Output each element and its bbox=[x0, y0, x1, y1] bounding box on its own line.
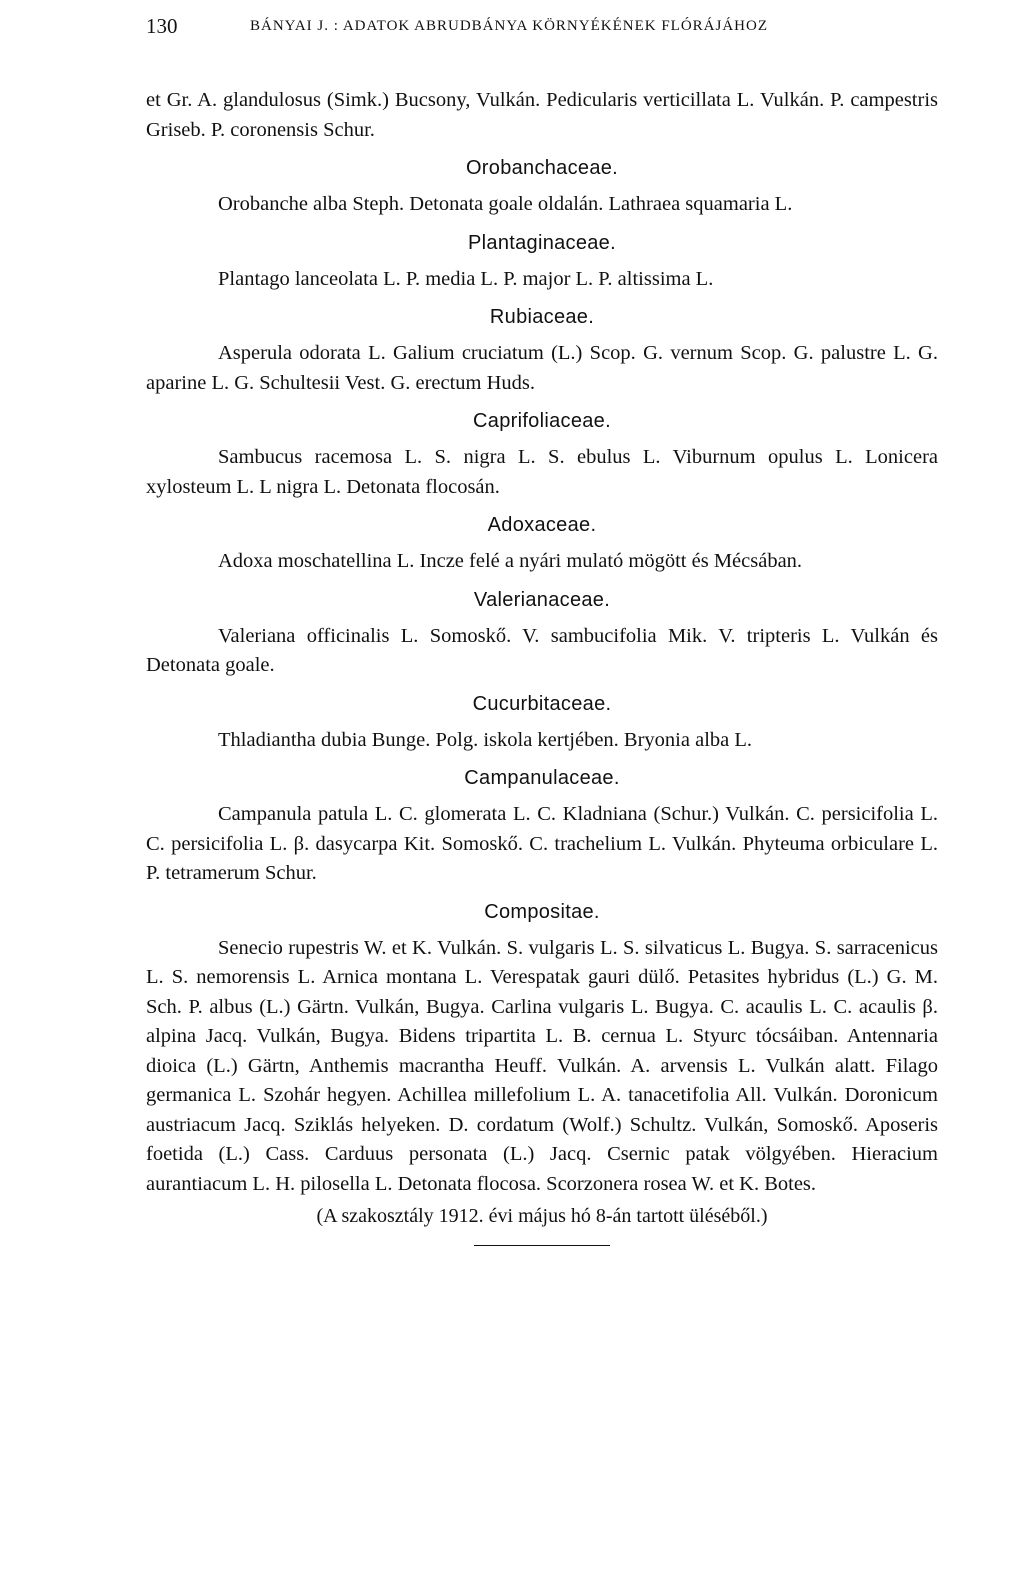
family-heading-valerianaceae: Valerianaceae. bbox=[473, 588, 611, 611]
paragraph-campanulaceae bbox=[146, 800, 938, 889]
family-heading-rubiaceae: Rubiaceae. bbox=[489, 306, 595, 328]
family-heading-caprifoliaceae: Caprifoliaceae. bbox=[473, 410, 611, 432]
family-heading-cucurbitaceae: Cucurbitaceae. bbox=[472, 692, 612, 715]
paragraph-text: Orobanche alba Steph. Detonata goale oldalán. Lathraea squamaria L. bbox=[218, 193, 793, 215]
paragraph-text: Senecio rupestris W. et K. Vulkán. S. vulgaris L. S. silvaticus L. Bugya. S. sarracenicus L. S. nemorensis L. Arnica montana L. Verespatak gauri dülő. Petasites hybridus (L.) G. M. Sch. P. albus (L.) Gärtn. Vulkán, Bugya. Carlina vulgaris L. Bugya. C. acaulis L. C. acaulis β. alpina Jacq. Vulkán, Bugya. Bidens tripartita L. B. cernua L. Styurc tócsáiban. Antennaria dioica (L.) Gärtn, Anthemis macrantha Heuff. Vulkán. A. arvensis L. Vulkán alatt. Filago germanica L. Szohár hegyen. Achillea millefolium L. A. tanacetifolia All. Vulkán. Doronicum austriacum Jacq. Sziklás helyeken. D. cordatum (Wolf.) Schultz. Vulkán, Somoskő. Aposeris foetida (L.) Cass. Carduus personata (L.) Jacq. Csernic patak völgyében. Hieracium aurantiacum L. H. pilosella L. Detonata flocosa. Scorzonera rosea W. et K. Botes. bbox=[146, 936, 938, 1195]
paragraph-text: Sambucus racemosa L. S. nigra L. S. ebulus L. Viburnum opulus L. Lonicera xylosteum L. L nigra L. Detonata flocosán. bbox=[146, 446, 938, 498]
family-heading-campanulaceae: Campanulaceae. bbox=[464, 767, 620, 789]
paragraph-text: Thladiantha dubia Bunge. Polg. iskola kertjében. Bryonia alba L. bbox=[218, 728, 753, 751]
paragraph-valerianaceae bbox=[146, 622, 938, 681]
paragraph-text: Valeriana officinalis L. Somoskő. V. sambucifolia Mik. V. tripteris L. Vulkán és Detonata goale. bbox=[146, 624, 938, 676]
paragraph-rubiaceae bbox=[146, 339, 938, 398]
paragraph-continuation bbox=[146, 86, 938, 145]
paragraph-text: Plantago lanceolata L. P. media L. P. major L. P. altissima L. bbox=[218, 267, 714, 290]
closing-note: (A szakosztály 1912. évi május hó 8-án tartott üléséből.) bbox=[316, 1205, 768, 1227]
family-heading-plantaginaceae: Plantaginaceae. bbox=[468, 231, 616, 254]
paragraph-plantaginaceae bbox=[146, 265, 938, 295]
end-rule bbox=[474, 1245, 610, 1246]
page-number: 130 bbox=[146, 14, 178, 38]
paragraph-cucurbitaceae bbox=[146, 726, 938, 756]
paragraph-compositae bbox=[146, 934, 938, 1200]
paragraph-text: Asperula odorata L. Galium cruciatum (L.) Scop. G. vernum Scop. G. palustre L. G. aparine L. G. Schultesii Vest. G. erectum Huds. bbox=[146, 342, 938, 394]
paragraph-text: Adoxa moschatellina L. Incze felé a nyári mulató mögött és Mécsában. bbox=[218, 550, 803, 572]
running-title: BÁNYAI J. : ADATOK ABRUDBÁNYA KÖRNYÉKÉNEK FLÓRÁJÁHOZ bbox=[250, 18, 769, 34]
family-heading-compositae: Compositae. bbox=[484, 900, 600, 923]
paragraph-orobanchaceae bbox=[146, 190, 938, 220]
page-body bbox=[146, 86, 938, 1246]
paragraph-text: Campanula patula L. C. glomerata L. C. Kladniana (Schur.) Vulkán. C. persicifolia L. C. persicifolia L. β. dasycarpa Kit. Somoskő. C. trachelium L. Vulkán. Phyteuma orbiculare L. P. tetramerum Schur. bbox=[146, 803, 938, 884]
paragraph-adoxaceae bbox=[146, 547, 938, 577]
paragraph-caprifoliaceae bbox=[146, 443, 938, 502]
paragraph-text: et Gr. A. glandulosus (Simk.) Bucsony, Vulkán. Pedicularis verticillata L. Vulkán. P. campestris Griseb. P. coronensis Schur. bbox=[146, 89, 938, 141]
family-heading-orobanchaceae: Orobanchaceae. bbox=[465, 157, 619, 179]
family-heading-adoxaceae: Adoxaceae. bbox=[487, 514, 597, 536]
